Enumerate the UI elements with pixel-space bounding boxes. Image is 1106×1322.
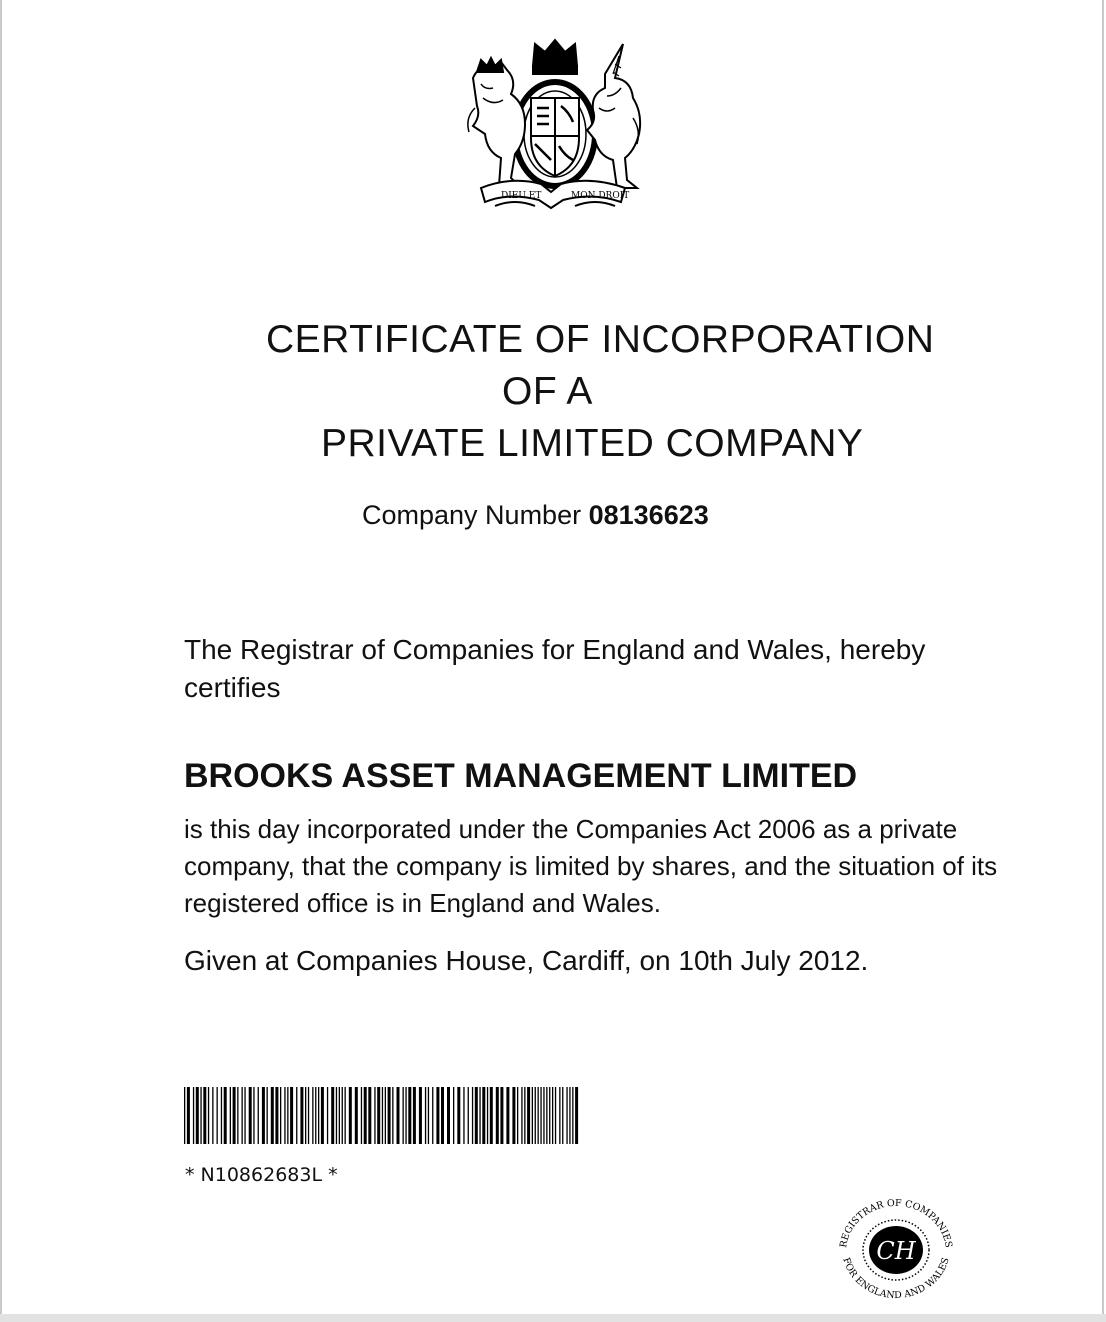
barcode-bar [397, 1087, 400, 1144]
barcode-bar [258, 1087, 259, 1144]
crest-motto-left: DIEU ET [501, 191, 542, 201]
barcode-bar [361, 1087, 362, 1144]
barcode-bar [331, 1087, 334, 1144]
barcode-bar [305, 1087, 306, 1144]
barcode-bar [388, 1087, 391, 1144]
barcode-bar [284, 1087, 285, 1144]
barcode-bar [562, 1087, 563, 1144]
barcode-bar [475, 1087, 478, 1144]
royal-coat-of-arms-icon [455, 38, 655, 210]
crest-motto-right: MON DROIT [571, 191, 630, 201]
barcode-bar [405, 1087, 406, 1144]
barcode-bar [506, 1087, 509, 1144]
certificate-title-line-2: OF A [502, 370, 593, 413]
barcode-bar [496, 1087, 499, 1144]
barcode-bar [321, 1087, 324, 1144]
barcode-bar [428, 1087, 429, 1144]
barcode-bar [543, 1087, 544, 1144]
barcode-bar [403, 1087, 404, 1144]
barcode-bar [300, 1087, 303, 1144]
barcode-bar [184, 1087, 185, 1144]
barcode-bar [552, 1087, 553, 1144]
seal-ring-top: REGISTRAR OF COMPANIES [838, 1197, 954, 1249]
registrar-statement: The Registrar of Companies for England and Wales, hereby certifies [184, 634, 926, 703]
barcode-bar [392, 1087, 393, 1144]
given-at-statement: Given at Companies House, Cardiff, on 10th July 2012. [184, 945, 869, 976]
barcode-bar [532, 1087, 533, 1144]
barcode-bar [572, 1087, 573, 1144]
barcode-bar [482, 1087, 485, 1144]
barcode-bar [453, 1087, 454, 1144]
barcode-bar [275, 1087, 278, 1144]
page-bottom-edge [0, 1314, 1106, 1322]
company-number [362, 500, 709, 531]
barcode-bar [224, 1087, 227, 1144]
barcode-bar [315, 1087, 316, 1144]
barcode-bar [472, 1087, 473, 1144]
barcode-bar [318, 1087, 319, 1144]
barcode-bar [339, 1087, 340, 1144]
barcode-bar [355, 1087, 358, 1144]
barcode-bar [546, 1087, 547, 1144]
barcode-bar [463, 1087, 464, 1144]
barcode-bar [237, 1087, 238, 1144]
barcode-bar [230, 1087, 231, 1144]
barcode-bar [549, 1087, 550, 1144]
barcode-bar [559, 1087, 560, 1144]
barcode-bar [540, 1087, 541, 1144]
barcode-bar [538, 1087, 539, 1144]
barcode-bar [535, 1087, 536, 1144]
seal-monogram: CH [876, 1237, 916, 1265]
registrar-seal-icon [832, 1196, 960, 1302]
barcode-bar [200, 1087, 201, 1144]
barcode-bar [308, 1087, 309, 1144]
barcode-bar [382, 1087, 383, 1144]
barcode-bar [479, 1087, 480, 1144]
barcode-bar [217, 1087, 218, 1144]
barcode-bar [487, 1087, 488, 1144]
barcode-bar [349, 1087, 352, 1144]
barcode-bar [242, 1087, 243, 1144]
seal-ring-bottom: FOR ENGLAND AND WALES [840, 1256, 952, 1302]
barcode-bar [336, 1087, 337, 1144]
barcode-bar [408, 1087, 411, 1144]
barcode-bar [368, 1087, 371, 1144]
company-number-value: 08136623 [588, 500, 709, 530]
company-number-label: Company Number [362, 500, 582, 530]
barcode-bar [374, 1087, 375, 1144]
barcode-bar [262, 1087, 265, 1144]
barcode-bar [385, 1087, 386, 1144]
barcode-bar [296, 1087, 297, 1144]
barcode-bar [490, 1087, 493, 1144]
barcode-bar [377, 1087, 380, 1144]
barcode-bar [364, 1087, 367, 1144]
barcode-bar [287, 1087, 288, 1144]
barcode-bar [575, 1087, 578, 1144]
barcode-bar [280, 1087, 281, 1144]
barcode-bar [187, 1087, 190, 1144]
barcode-bar [233, 1087, 236, 1144]
barcode-bar [203, 1087, 206, 1144]
barcode-bar [436, 1087, 439, 1144]
barcode-bar [419, 1087, 422, 1144]
barcode-bar [342, 1087, 343, 1144]
company-name: BROOKS ASSET MANAGEMENT LIMITED [184, 757, 858, 795]
barcode-bar [193, 1087, 194, 1144]
barcode-bar [345, 1087, 346, 1144]
barcode-bar [196, 1087, 199, 1144]
barcode-bar [425, 1087, 426, 1144]
barcode-bar [517, 1087, 518, 1144]
barcode-bar [208, 1087, 209, 1144]
barcode-number: * N10862683L * [185, 1164, 338, 1186]
barcode-bar [527, 1087, 530, 1144]
certificate-title-line-3: PRIVATE LIMITED COMPANY [321, 422, 864, 465]
barcode-bar [267, 1087, 268, 1144]
barcode-bar [441, 1087, 444, 1144]
barcode-bar [249, 1087, 252, 1144]
barcode-bar [524, 1087, 525, 1144]
barcode-bar [555, 1087, 556, 1144]
incorporation-statement: is this day incorporated under the Companies Act 2006 as a private company, that the company is limited by shares, and the situation of its registered office is in England and Wales. [184, 814, 998, 918]
barcode-bar [244, 1087, 245, 1144]
barcode-bar [271, 1087, 274, 1144]
barcode-bar [468, 1087, 469, 1144]
barcode-bar [212, 1087, 213, 1144]
barcode-bar [500, 1087, 503, 1144]
certificate-title-line-1: CERTIFICATE OF INCORPORATION [266, 318, 935, 361]
barcode-bar [432, 1087, 433, 1144]
barcode-bar [290, 1087, 293, 1144]
barcode-bar [569, 1087, 570, 1144]
barcode-bar [312, 1087, 313, 1144]
barcode-icon [184, 1087, 582, 1144]
barcode-bar [566, 1087, 567, 1144]
barcode-bar [512, 1087, 515, 1144]
barcode-bar [253, 1087, 254, 1144]
barcode-bar [521, 1087, 522, 1144]
barcode-bar [413, 1087, 416, 1144]
barcode-bar [447, 1087, 450, 1144]
barcode-bar [221, 1087, 222, 1144]
barcode-bar [457, 1087, 460, 1144]
barcode-bar [327, 1087, 328, 1144]
